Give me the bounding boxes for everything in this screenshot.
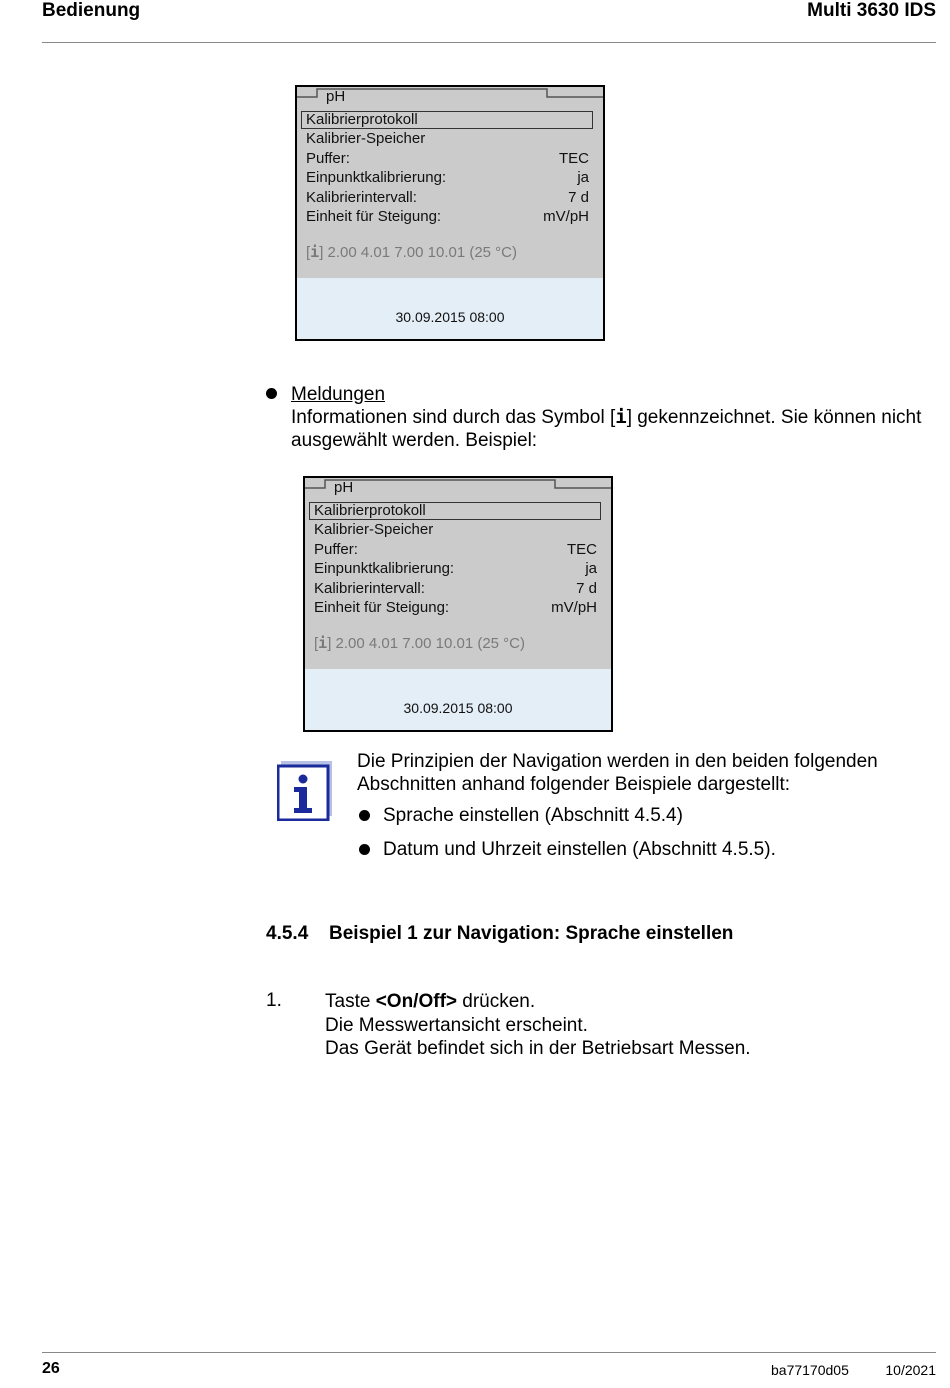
info-text: 2.00 4.01 7.00 10.01 (25 °C) bbox=[323, 244, 518, 261]
menu-item-label: Puffer: bbox=[306, 150, 350, 167]
bullet-dot bbox=[359, 844, 370, 855]
info-icon bbox=[277, 761, 332, 821]
menu-item[interactable] bbox=[306, 111, 589, 130]
note-text bbox=[357, 750, 878, 796]
note-line2: Abschnitten anhand folgender Beispiele dargestellt: bbox=[357, 774, 791, 795]
messages-title: Meldungen bbox=[291, 384, 386, 405]
menu-item-label: Einheit für Steigung: bbox=[306, 208, 442, 225]
step-line1 bbox=[325, 990, 751, 1014]
step-line2: Die Messwertansicht erscheint. bbox=[325, 1014, 588, 1036]
menu-item-label: Einpunktkalibrierung: bbox=[306, 169, 447, 186]
menu-item[interactable] bbox=[314, 560, 597, 579]
menu-item-value: TEC bbox=[559, 150, 589, 167]
screen-tab-label: pH bbox=[326, 88, 346, 105]
bullet-dot bbox=[359, 810, 370, 821]
messages-line2: ausgewählt werden. Beispiel: bbox=[291, 430, 538, 451]
menu-item-label: Kalibrierprotokoll bbox=[314, 502, 426, 519]
menu-item-label: Kalibrierprotokoll bbox=[306, 111, 418, 128]
header-product: Multi 3630 IDS bbox=[807, 0, 936, 21]
page-number: 26 bbox=[42, 1360, 60, 1377]
document-date: 10/2021 bbox=[885, 1362, 936, 1378]
section-title: Beispiel 1 zur Navigation: Sprache einstellen bbox=[329, 923, 734, 944]
note-bullet: Sprache einstellen (Abschnitt 4.5.4) bbox=[383, 805, 683, 826]
screen-datetime: 30.09.2015 08:00 bbox=[395, 309, 505, 325]
messages-block bbox=[291, 383, 921, 452]
menu-item-label: Einpunktkalibrierung: bbox=[314, 560, 455, 577]
menu-item-label: Puffer: bbox=[314, 541, 358, 558]
bullet-dot bbox=[266, 388, 277, 399]
screen-info-line bbox=[314, 634, 525, 652]
note-bullet: Datum und Uhrzeit einstellen (Abschnitt 4.5.5). bbox=[383, 839, 776, 860]
menu-item[interactable] bbox=[314, 502, 597, 521]
section-number: 4.5.4 bbox=[266, 923, 309, 944]
info-bracket-close: ] bbox=[319, 244, 324, 261]
footer-rule bbox=[42, 1352, 936, 1353]
key-label: <On/Off> bbox=[375, 991, 457, 1012]
messages-text-after: ] gekennzeichnet. Sie können nicht bbox=[626, 407, 922, 428]
device-screen bbox=[303, 476, 613, 732]
section-heading bbox=[266, 923, 733, 945]
menu-item[interactable] bbox=[314, 521, 597, 540]
document-id: ba77170d05 bbox=[771, 1362, 849, 1378]
info-bracket-close: ] bbox=[327, 635, 332, 652]
info-bracket-open: [ bbox=[314, 635, 319, 652]
menu-item-value: ja bbox=[577, 169, 589, 186]
menu-item[interactable] bbox=[306, 208, 589, 227]
menu-item-label: Kalibrierintervall: bbox=[306, 189, 417, 206]
messages-line1 bbox=[291, 406, 921, 429]
info-symbol-icon: i bbox=[615, 406, 627, 428]
header-rule bbox=[42, 42, 936, 43]
menu-item-label: Einheit für Steigung: bbox=[314, 599, 450, 616]
menu-item[interactable] bbox=[306, 150, 589, 169]
menu-item-value: 7 d bbox=[576, 580, 597, 597]
menu-item-label: Kalibrier-Speicher bbox=[314, 521, 434, 538]
menu-item-label: Kalibrierintervall: bbox=[314, 580, 425, 597]
step-pre: Taste bbox=[325, 991, 376, 1012]
info-symbol-icon: i bbox=[310, 243, 320, 261]
menu-item-value: 7 d bbox=[568, 189, 589, 206]
menu-item-value: TEC bbox=[567, 541, 597, 558]
note-line1: Die Prinzipien der Navigation werden in den beiden folgenden bbox=[357, 751, 878, 772]
menu-item[interactable] bbox=[314, 580, 597, 599]
menu-item[interactable] bbox=[314, 541, 597, 560]
menu-item-value: mV/pH bbox=[551, 599, 597, 616]
menu-item-value: ja bbox=[585, 560, 597, 577]
step-text bbox=[325, 990, 751, 1061]
header-section: Bedienung bbox=[42, 0, 141, 21]
menu-item-value: mV/pH bbox=[543, 208, 589, 225]
screen-info-line bbox=[306, 243, 517, 261]
step-number: 1. bbox=[266, 990, 282, 1011]
messages-text-before: Informationen sind durch das Symbol [ bbox=[291, 407, 616, 428]
screen-datetime: 30.09.2015 08:00 bbox=[403, 700, 513, 716]
menu-item-label: Kalibrier-Speicher bbox=[306, 130, 426, 147]
menu-item[interactable] bbox=[306, 130, 589, 149]
info-symbol-icon: i bbox=[318, 634, 328, 652]
info-text: 2.00 4.01 7.00 10.01 (25 °C) bbox=[331, 635, 526, 652]
device-screen bbox=[295, 85, 605, 341]
step-line3: Das Gerät befindet sich in der Betriebsart Messen. bbox=[325, 1038, 751, 1059]
menu-item[interactable] bbox=[306, 169, 589, 188]
menu-item[interactable] bbox=[306, 189, 589, 208]
info-bracket-open: [ bbox=[306, 244, 311, 261]
step-post: drücken. bbox=[457, 991, 536, 1012]
menu-item[interactable] bbox=[314, 599, 597, 618]
screen-tab-label: pH bbox=[334, 479, 354, 496]
